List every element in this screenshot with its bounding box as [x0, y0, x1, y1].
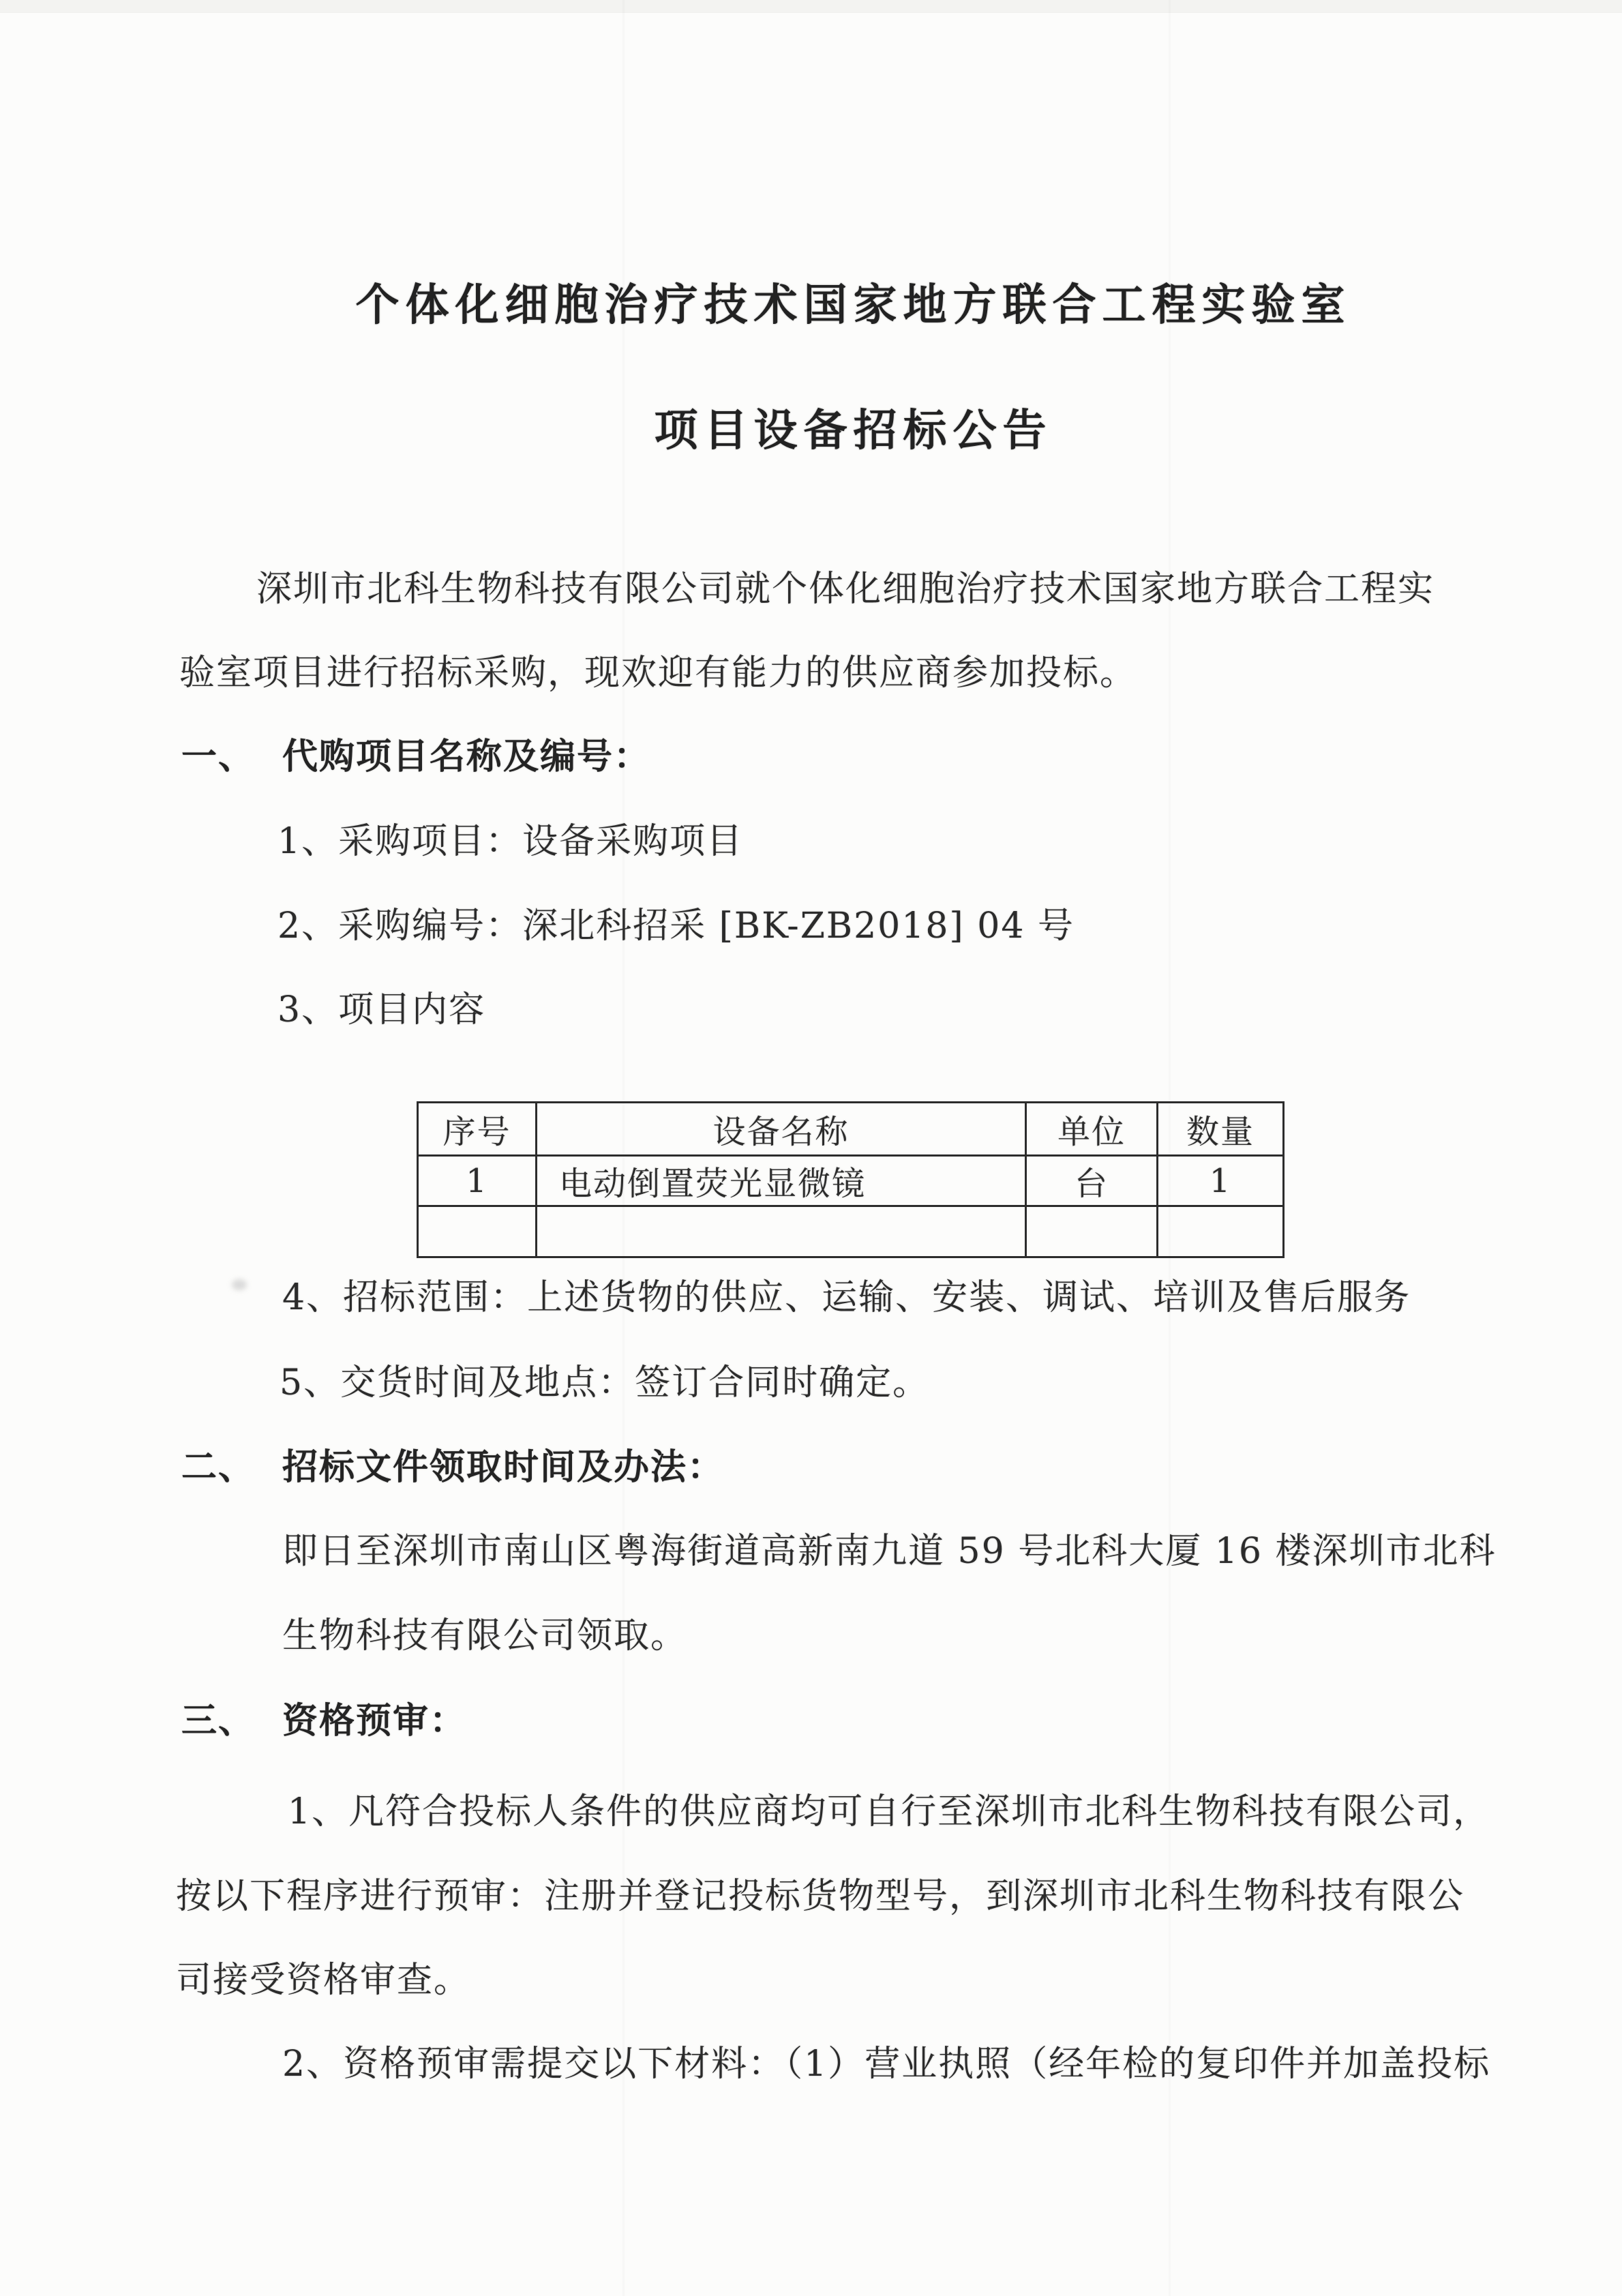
table-cell-qty: 1 — [1158, 1156, 1284, 1206]
equipment-table — [417, 1101, 1285, 1258]
section-2-line-1: 即日至深圳市南山区粤海街道高新南九道 59 号北科大厦 16 楼深圳市北科 — [282, 1531, 1497, 1572]
table-header-unit: 单位 — [1026, 1103, 1158, 1156]
table-cell-empty — [1026, 1206, 1158, 1257]
section-1-marker: 一、 — [181, 736, 256, 777]
section-1-heading-text: 代购项目名称及编号： — [282, 736, 651, 777]
table-cell-unit: 台 — [1026, 1156, 1158, 1206]
section-3-marker: 三、 — [181, 1701, 256, 1742]
section-3-para1-line-2: 按以下程序进行预审：注册并登记投标货物型号，到深圳市北科生物科技有限公 — [176, 1876, 1465, 1917]
section-2-heading — [181, 1448, 724, 1487]
section-3-para2-line-1: 2、资格预审需提交以下材料：（1）营业执照（经年检的复印件并加盖投标 — [282, 2044, 1491, 2085]
section-1-heading — [181, 738, 650, 776]
table-row-2 — [418, 1206, 1284, 1257]
section-3-para1-line-1: 1、凡符合投标人条件的供应商均可自行至深圳市北科生物科技有限公司， — [288, 1791, 1490, 1832]
table-header-row — [418, 1103, 1284, 1156]
table-header-device-name: 设备名称 — [537, 1103, 1026, 1156]
intro-line-2: 验室项目进行招标采购，现欢迎有能力的供应商参加投标。 — [179, 653, 1137, 694]
table-cell-device-name: 电动倒置荧光显微镜 — [537, 1156, 1026, 1206]
section-2-line-2: 生物科技有限公司领取。 — [282, 1615, 688, 1656]
section-1-item-1: 1、采购项目：设备采购项目 — [277, 821, 744, 862]
table-header-seq: 序号 — [418, 1103, 537, 1156]
scan-edge-artifact — [0, 0, 1622, 13]
section-2-heading-text: 招标文件领取时间及办法： — [282, 1447, 725, 1488]
section-3-heading-text: 资格预审： — [282, 1701, 467, 1742]
document-title-row1 — [42, 270, 1622, 333]
section-3-heading — [181, 1702, 466, 1740]
table-cell-empty — [537, 1206, 1026, 1257]
scan-smudge-artifact — [232, 1279, 247, 1290]
section-1-item-4: 4、招标范围：上述货物的供应、运输、安装、调试、培训及售后服务 — [282, 1277, 1411, 1318]
table-cell-empty — [1158, 1206, 1284, 1257]
intro-line-1: 深圳市北科生物科技有限公司就个体化细胞治疗技术国家地方联合工程实 — [256, 569, 1435, 610]
section-2-marker: 二、 — [181, 1447, 256, 1488]
table-row-1 — [418, 1156, 1284, 1206]
section-1-item-5: 5、交货时间及地点：签订合同时确定。 — [280, 1362, 930, 1403]
document-title-line2: 项目设备招标公告 — [654, 406, 1053, 456]
section-1-item-3: 3、项目内容 — [277, 989, 486, 1030]
section-3-para1-line-3: 司接受资格审查。 — [176, 1960, 471, 2001]
section-1-item-2: 2、采购编号：深北科招采 [BK-ZB2018] 04 号 — [277, 906, 1075, 946]
document-title-row2 — [42, 396, 1622, 458]
table-cell-empty — [418, 1206, 537, 1257]
table-cell-seq: 1 — [418, 1156, 537, 1206]
document-title-line1: 个体化细胞治疗技术国家地方联合工程实验室 — [355, 280, 1351, 331]
table-header-qty: 数量 — [1158, 1103, 1284, 1156]
